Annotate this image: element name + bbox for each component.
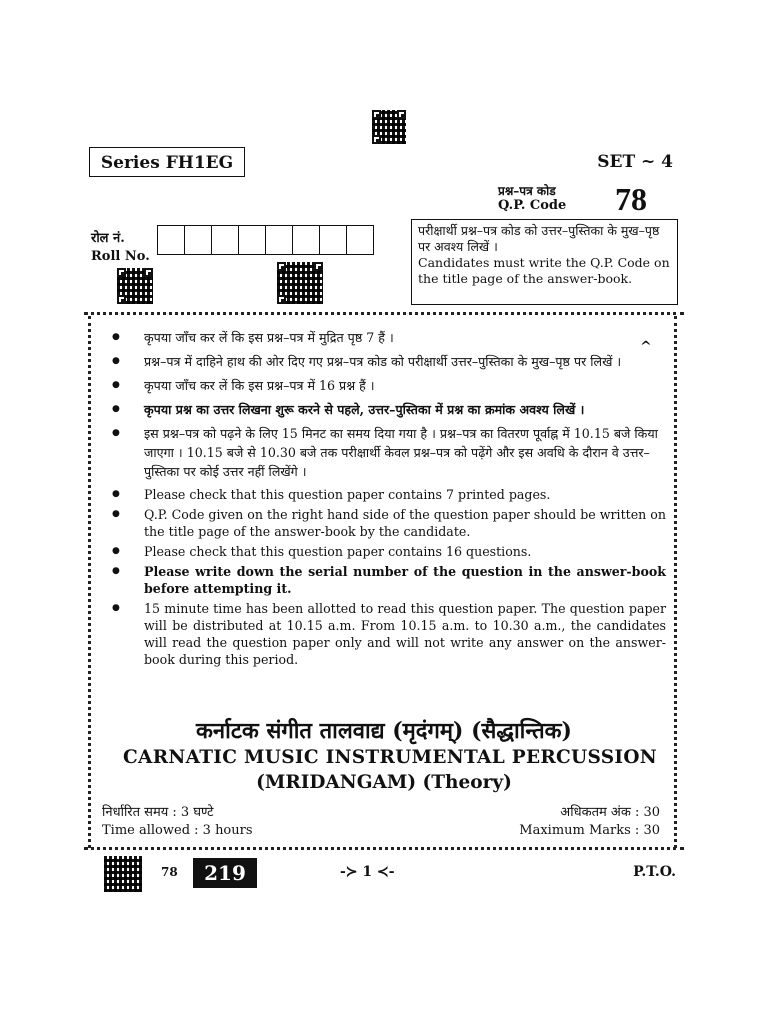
page-number: -≻ 1 ≺- — [340, 864, 395, 880]
frame-left-border — [88, 316, 91, 848]
set-label: SET ~ 4 — [597, 152, 673, 172]
subject-title-hindi: कर्नाटक संगीत तालवाद्य (मृदंगम्) (सैद्धान्तिक) — [196, 718, 572, 744]
instruction-item: ● प्रश्न–पत्र में दाहिने हाथ की ओर दिए गए प्रश्न–पत्र कोड को परीक्षार्थी उत्तर–पुस्तिका के मुख–पृष्ठ पर लिखें । — [110, 352, 666, 371]
instructions-english — [110, 486, 666, 668]
footer-data-matrix — [104, 856, 142, 892]
instructions-hindi — [110, 328, 666, 481]
time-allowed-hindi: निर्धारित समय : 3 घण्टे — [102, 805, 214, 820]
time-allowed: Time allowed : 3 hours — [102, 823, 253, 838]
roll-digit-box[interactable] — [157, 225, 185, 255]
roll-digit-box[interactable] — [184, 225, 212, 255]
instruction-item: ● इस प्रश्न–पत्र को पढ़ने के लिए 15 मिनट का समय दिया गया है । प्रश्न–पत्र का वितरण पूर्वाह्न में 10.15 बजे किया जाएगा । 10.15 बजे से 10.30 बजे तक परीक्षार्थी केवल प्रश्न–पत्र को पढ़ेंगे और इस अवधि के दौरान वे उत्तर–पुस्तिका पर कोई उत्तर नहीं लिखेंगे । — [110, 424, 666, 481]
roll-number-boxes[interactable] — [158, 225, 374, 255]
instruction-item: ● कृपया जाँच कर लें कि इस प्रश्न–पत्र में मुद्रित पृष्ठ 7 हैं । — [110, 328, 666, 347]
subject-title-line2: (MRIDANGAM) (Theory) — [256, 772, 512, 793]
roll-digit-box[interactable] — [319, 225, 347, 255]
roll-label: Roll No. — [91, 249, 150, 264]
qp-code-label: Q.P. Code — [498, 198, 567, 213]
instruction-item: ● कृपया प्रश्न का उत्तर लिखना शुरू करने से पहले, उत्तर–पुस्तिका में प्रश्न का क्रमांक अवश्य लिखें । — [110, 400, 666, 419]
roll-digit-box[interactable] — [238, 225, 266, 255]
roll-digit-box[interactable] — [346, 225, 374, 255]
footer-qp-code: 78 — [161, 865, 178, 879]
subject-title-line1: CARNATIC MUSIC INSTRUMENTAL PERCUSSION — [123, 747, 657, 768]
footer-code-box: 219 — [193, 858, 257, 888]
roll-qr-code-left — [117, 268, 153, 304]
maximum-marks: Maximum Marks : 30 — [519, 823, 660, 838]
pto-label: P.T.O. — [633, 864, 676, 880]
instruction-item: ● 15 minute time has been allotted to read this question paper. The question paper will be distributed at 10.15 a.m. From 10.15 a.m. to 10.30 a.m., the candidates will read the question paper only and will not write any answer on the answer-book during this period. — [110, 600, 666, 668]
instruction-item: ● Q.P. Code given on the right hand side of the question paper should be written on the title page of the answer-book by the candidate. — [110, 506, 666, 540]
roll-label-hindi: रोल नं. — [91, 231, 125, 246]
roll-qr-code-right — [277, 262, 323, 304]
qp-code-number: 78 — [615, 181, 647, 217]
qp-code-note — [411, 219, 678, 305]
roll-digit-box[interactable] — [265, 225, 293, 255]
caret-mark: ^ — [640, 339, 652, 355]
series-label: Series FH1EG — [89, 147, 245, 177]
instruction-item: ● Please write down the serial number of the question in the answer-book before attempting it. — [110, 563, 666, 597]
qp-code-note-english: Candidates must write the Q.P. Code on the title page of the answer-book. — [418, 255, 670, 286]
frame-right-border — [674, 316, 677, 848]
instruction-item: ● कृपया जाँच कर लें कि इस प्रश्न–पत्र में 16 प्रश्न हैं । — [110, 376, 666, 395]
maximum-marks-hindi: अधिकतम अंक : 30 — [560, 805, 660, 820]
roll-digit-box[interactable] — [211, 225, 239, 255]
qp-code-label-hindi: प्रश्न–पत्र कोड — [498, 184, 556, 198]
instruction-item: ● Please check that this question paper contains 7 printed pages. — [110, 486, 666, 503]
instructions — [110, 328, 666, 671]
top-qr-code — [372, 110, 406, 144]
instruction-item: ● Please check that this question paper contains 16 questions. — [110, 543, 666, 560]
roll-digit-box[interactable] — [292, 225, 320, 255]
qp-code-note-hindi: परीक्षार्थी प्रश्न–पत्र कोड को उत्तर–पुस्तिका के मुख–पृष्ठ पर अवश्य लिखें । — [418, 223, 660, 254]
